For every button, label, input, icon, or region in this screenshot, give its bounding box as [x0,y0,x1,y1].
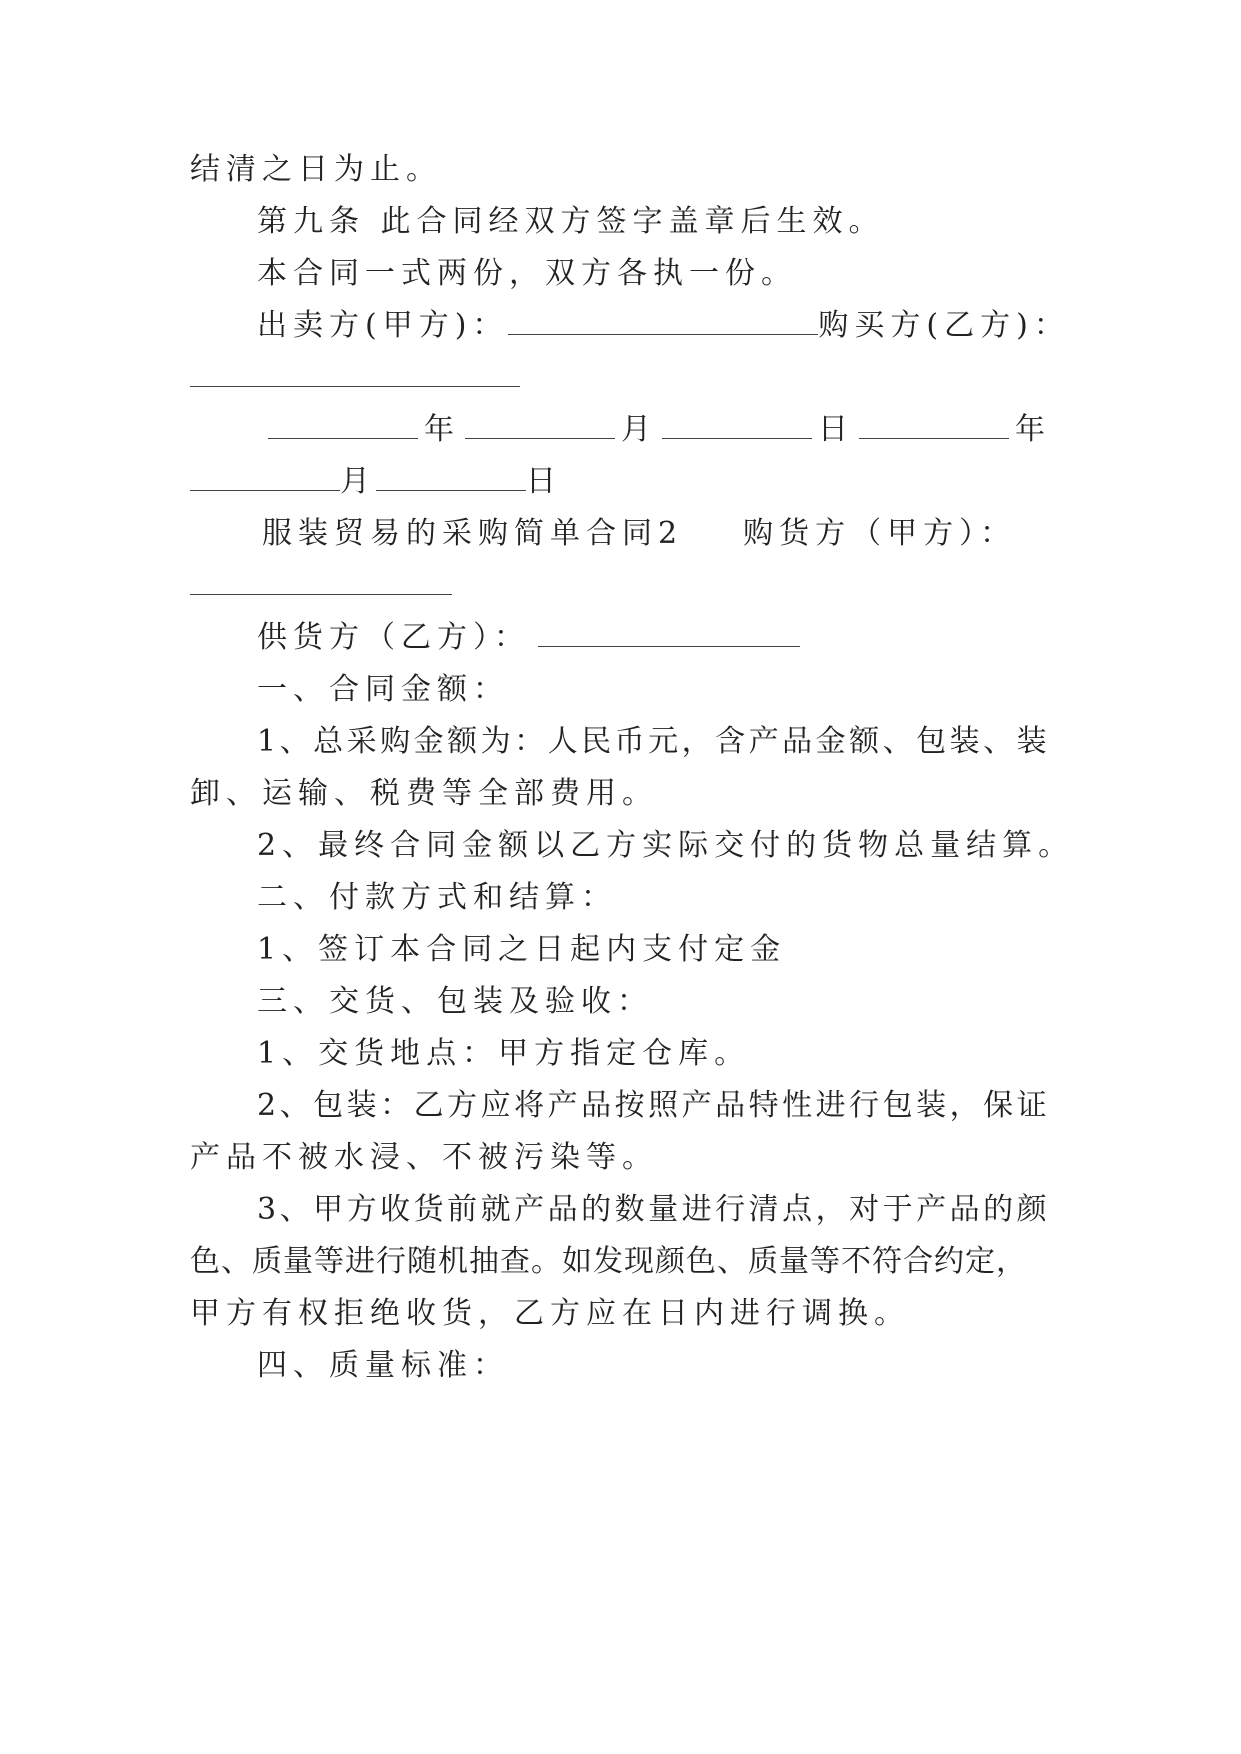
contract-title: 服装贸易的采购简单合同2 [262,516,684,551]
month-label: 月 [621,412,656,447]
supplier-label: 供货方（乙方）： [257,620,530,655]
text-line: 1、交货地点：甲方指定仓库。 [257,1036,751,1071]
text-line: 结清之日为止。 [190,152,442,187]
text-line: 3、甲方收货前就产品的数量进行清点，对于产品的颜 [257,1192,1051,1227]
section-heading: 二、付款方式和结算： [257,880,617,915]
seller-label: 出卖方(甲方)： [257,308,509,343]
purchaser-blank-line [190,566,1050,606]
text-line: 1、签订本合同之日起内支付定金 [257,932,787,967]
contract-title-line [262,514,1050,554]
date-line [268,410,1050,450]
text-line: 色、质量等进行随机抽查。如发现颜色、质量等不符合约定， [190,1244,1027,1279]
section-heading: 三、交货、包装及验收： [257,984,653,1019]
purchaser-blank [190,568,452,595]
year-label: 年 [1015,412,1050,447]
text-line: 第九条 此合同经双方签字盖章后生效。 [257,204,885,239]
text-line: 2、最终合同金额以乙方实际交付的货物总量结算。 [257,828,1075,863]
buyer-blank-line [190,358,1050,398]
supplier-line [257,618,1117,658]
buyer-label: 购买方(乙方)： [818,308,1070,343]
text-line: 2、包装：乙方应将产品按照产品特性进行包装，保证 [257,1088,1051,1123]
text-line: 产品不被水浸、不被污染等。 [190,1140,658,1175]
day-label: 日 [818,412,853,447]
month-label: 月 [340,464,376,499]
text-line: 甲方有权拒绝收货，乙方应在日内进行调换。 [190,1296,910,1331]
year-label: 年 [424,412,459,447]
section-heading: 四、质量标准： [257,1348,509,1383]
text-line: 本合同一式两份，双方各执一份。 [257,256,797,291]
section-heading: 一、合同金额： [257,672,509,707]
supplier-blank [538,620,800,647]
buyer-blank [190,360,520,387]
text-line: 卸、运输、税费等全部费用。 [190,776,658,811]
seller-blank [508,308,818,335]
text-line: 1、总采购金额为：人民币元，含产品金额、包装、装 [257,724,1051,759]
purchaser-label: 购货方（甲方）： [743,516,1017,551]
signature-line [257,306,1117,346]
date-line [190,462,1050,502]
day-label: 日 [526,464,562,499]
